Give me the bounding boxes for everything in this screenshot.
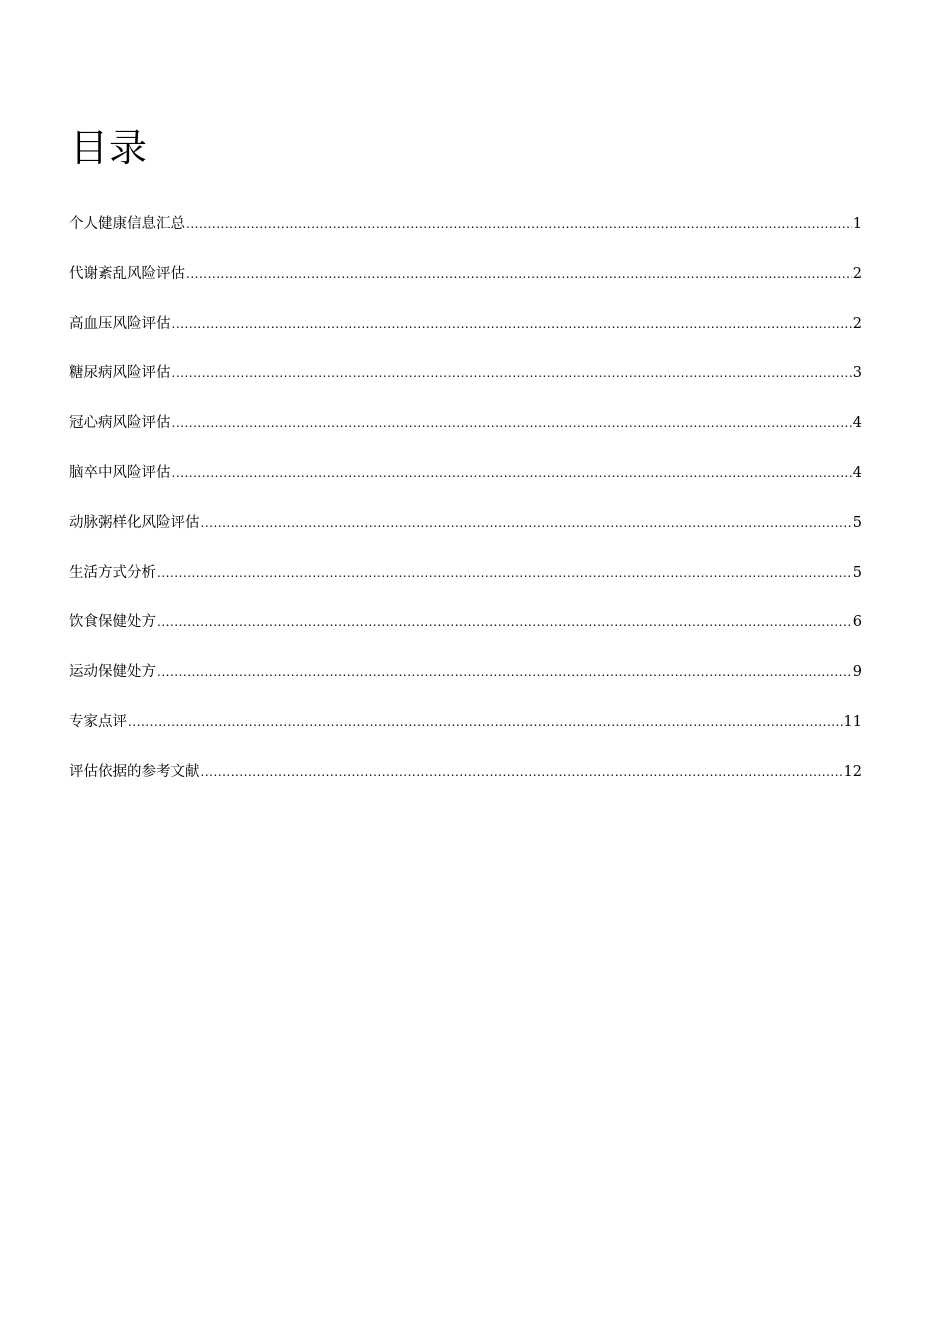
toc-entry-page: 5 [852, 564, 862, 581]
toc-dot-leader [128, 709, 843, 735]
toc-entry-label: 评估依据的参考文献 [69, 763, 200, 780]
table-of-contents [69, 211, 862, 809]
toc-entry[interactable] [69, 460, 862, 510]
toc-entry-page: 2 [852, 315, 862, 332]
toc-entry-page: 12 [843, 763, 862, 780]
toc-dot-leader [157, 560, 852, 586]
toc-entry[interactable] [69, 709, 862, 759]
toc-entry[interactable] [69, 311, 862, 361]
toc-entry-label: 脑卒中风险评估 [69, 464, 171, 481]
toc-entry[interactable] [69, 560, 862, 610]
toc-entry-page: 6 [852, 614, 862, 631]
toc-entry-label: 运动保健处方 [69, 664, 156, 681]
toc-entry-label: 个人健康信息汇总 [69, 216, 185, 232]
toc-dot-leader [201, 759, 843, 785]
toc-entry[interactable] [69, 410, 862, 460]
toc-dot-leader [186, 211, 852, 237]
toc-dot-leader [201, 510, 852, 536]
page-title: 目录 [70, 126, 149, 171]
toc-dot-leader [172, 360, 852, 386]
toc-entry[interactable] [69, 759, 862, 809]
toc-entry[interactable] [69, 360, 862, 410]
toc-entry[interactable] [69, 609, 862, 659]
toc-entry-page: 4 [852, 415, 862, 432]
toc-entry-page: 4 [852, 464, 862, 481]
toc-entry-label: 生活方式分析 [69, 564, 156, 581]
toc-entry-page: 3 [852, 365, 862, 382]
toc-dot-leader [157, 659, 852, 685]
toc-entry-label: 饮食保健处方 [69, 614, 156, 631]
toc-dot-leader [172, 460, 852, 486]
toc-entry-page: 2 [852, 265, 862, 282]
toc-entry-page: 5 [852, 514, 862, 531]
toc-entry[interactable] [69, 510, 862, 560]
toc-entry-label: 冠心病风险评估 [69, 415, 171, 432]
toc-entry-label: 代谢紊乱风险评估 [69, 265, 185, 282]
toc-entry[interactable] [69, 261, 862, 311]
toc-dot-leader [186, 261, 852, 287]
toc-entry-label: 专家点评 [69, 713, 127, 730]
toc-dot-leader [172, 410, 852, 436]
toc-entry-page: 11 [843, 713, 862, 730]
toc-entry[interactable] [69, 211, 862, 261]
toc-entry-label: 高血压风险评估 [69, 315, 171, 332]
toc-entry[interactable] [69, 659, 862, 709]
toc-dot-leader [157, 609, 852, 635]
toc-entry-label: 糖尿病风险评估 [69, 365, 171, 382]
toc-entry-page: 9 [852, 664, 862, 681]
toc-entry-label: 动脉粥样化风险评估 [69, 514, 200, 531]
toc-dot-leader [172, 311, 852, 337]
toc-entry-page: 1 [852, 216, 862, 232]
